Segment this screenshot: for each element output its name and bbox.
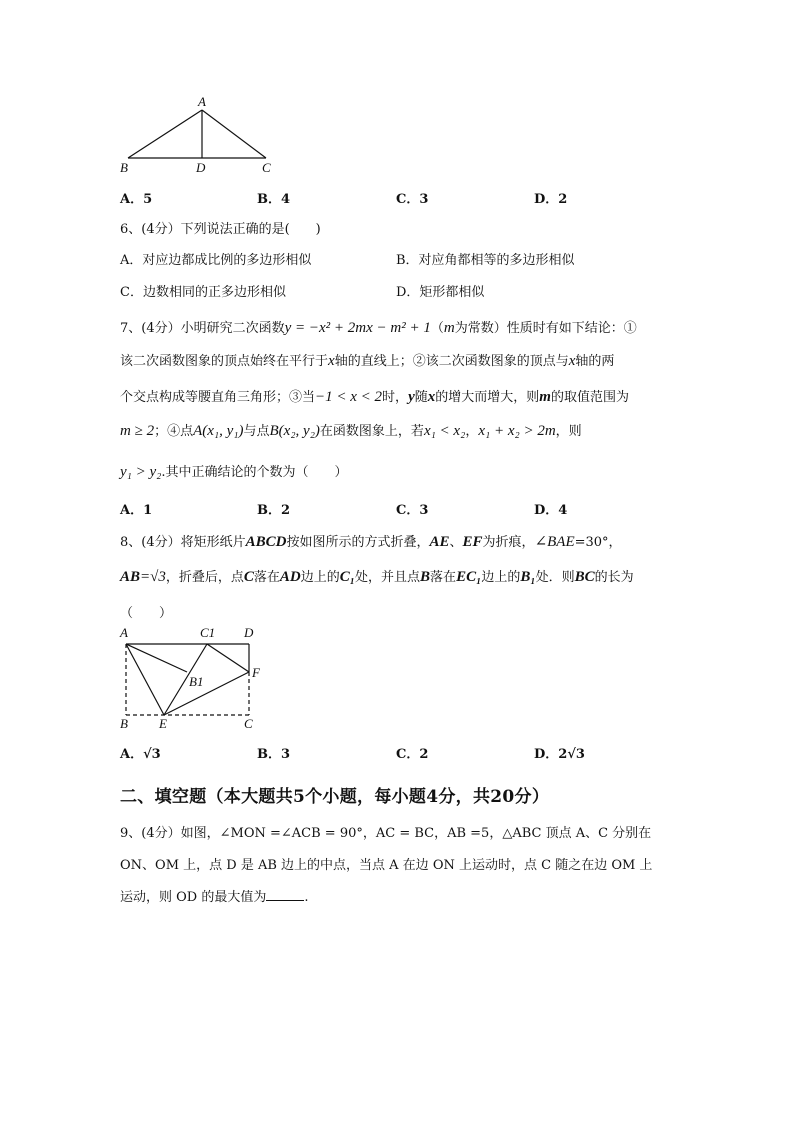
section-heading-fill-in-blank: 二、填空题（本大题共5个小题，每小题4分，共20分） (120, 787, 550, 807)
q7-option-b: B．2 (257, 503, 291, 518)
segment-ab1 (126, 644, 187, 672)
label-d: D (196, 160, 206, 175)
triangle-figure-q5 (112, 94, 292, 178)
label-c: C (262, 160, 271, 175)
label-f: F (252, 665, 260, 680)
segment-ac (202, 110, 266, 158)
answer-blank (266, 888, 304, 901)
q5-option-c: C．3 (396, 192, 429, 207)
q6-option-b: B．对应角都相等的多边形相似 (396, 253, 575, 268)
q6-option-d: D．矩形都相似 (396, 285, 485, 300)
q8-line-3: （ ） (120, 606, 173, 621)
q8-option-d: D．2√3 (534, 747, 585, 762)
label-c: C (244, 716, 253, 731)
q8-option-b: B．3 (257, 747, 291, 762)
label-e: E (159, 716, 167, 731)
q7-option-a: A．1 (120, 503, 153, 518)
q7-line-3: 个交点构成等腰直角三角形；③当−1 < x < 2时，y随x的增大而增大，则m的取值范围为 (120, 389, 629, 405)
q6-option-c: C．边数相同的正多边形相似 (120, 285, 286, 300)
q6-stem: 6、(4分）下列说法正确的是( ) (120, 222, 321, 237)
q9-line-3: 运动，则 OD 的最大值为 . (120, 890, 309, 905)
q5-option-b: B．4 (257, 192, 291, 207)
q6-option-a: A．对应边都成比例的多边形相似 (120, 253, 312, 268)
q7-function: y = −x² + 2mx − m² + 1 (284, 320, 431, 336)
q8-line-2: AB=√3，折叠后，点C落在AD边上的C₁处，并且点B落在EC₁边上的B₁处．则BC的长为 (120, 569, 634, 585)
q8-option-c: C．2 (396, 747, 429, 762)
label-d: D (244, 625, 254, 640)
label-b: B (120, 716, 128, 731)
label-b1: B1 (189, 674, 204, 689)
label-c1: C1 (200, 625, 216, 640)
crease-ae (126, 644, 164, 715)
label-a: A (120, 625, 128, 640)
q9-line-1: 9、(4分）如图，∠MON =∠ACB = 90°，AC = BC，AB =5，△ABC 顶点 A、C 分别在 (120, 826, 652, 841)
label-b: B (120, 160, 128, 175)
q5-option-d: D．2 (534, 192, 568, 207)
q7-option-c: C．3 (396, 503, 429, 518)
segment-ab (128, 110, 202, 158)
q7-option-d: D．4 (534, 503, 568, 518)
q9-line-2: ON、OM 上，点 D 是 AB 边上的中点，当点 A 在边 ON 上运动时，点 C 随之在边 OM 上 (120, 858, 653, 873)
q8-option-a: A．√3 (120, 747, 161, 762)
label-a: A (198, 94, 206, 109)
q7-line-1: 7、(4分）小明研究二次函数y = −x² + 2mx − m² + 1（m为常数）性质时有如下结论：① (120, 320, 637, 336)
q7-line-5: y₁ > y₂.其中正确结论的个数为（ ） (120, 464, 348, 480)
folded-rectangle-figure-q8 (112, 622, 277, 734)
segment-c1f (207, 644, 249, 672)
q7-line-4: m ≥ 2；④点A(x₁, y₁)与点B(x₂, y₂)在函数图象上，若x₁ < x₂，x₁ + x₂ > 2m，则 (120, 423, 582, 439)
q8-line-1: 8、(4分）将矩形纸片ABCD按如图所示的方式折叠，AE、EF为折痕，∠BAE=30°， (120, 534, 622, 550)
q5-option-a: A．5 (120, 192, 153, 207)
q7-line-2: 该二次函数图象的顶点始终在平行于x轴的直线上；②该二次函数图象的顶点与x轴的两 (120, 353, 615, 369)
